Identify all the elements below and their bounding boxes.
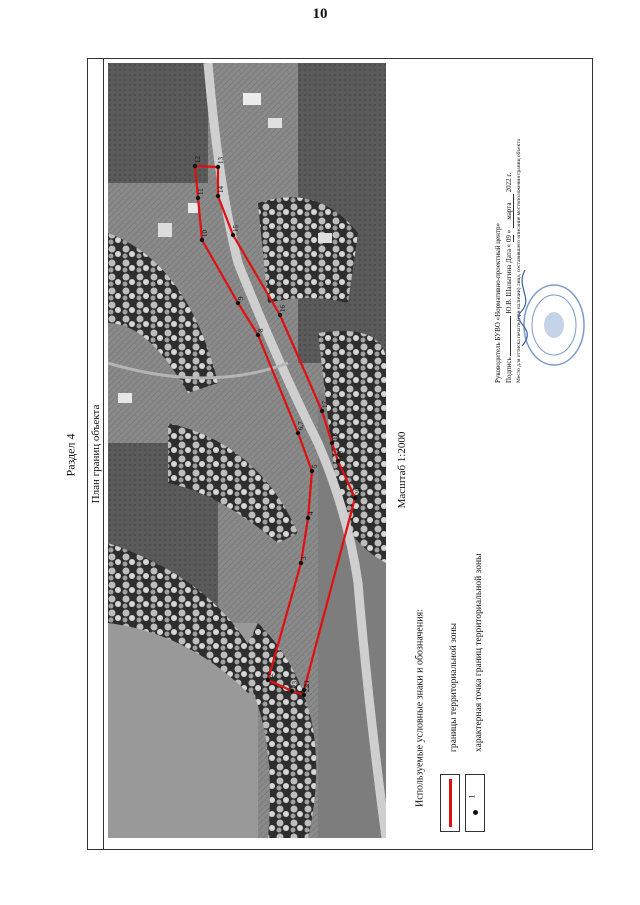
- date-month: марта: [505, 194, 514, 228]
- boundary-point-label: 19: [337, 451, 345, 458]
- boundary-point: [256, 333, 260, 337]
- boundary-point-label: 11: [197, 188, 205, 195]
- building: [158, 223, 172, 237]
- signatory-name: Ю.В. Шалыгина: [505, 264, 513, 314]
- boundary-point-label: 14: [217, 186, 225, 193]
- aerial-map: [108, 63, 386, 838]
- building: [268, 118, 282, 128]
- boundary-point-label: 13: [217, 157, 225, 164]
- building: [318, 233, 332, 243]
- boundary-point: [236, 301, 240, 305]
- boundary-point: [216, 165, 220, 169]
- boundary-point-label: 23: [291, 681, 299, 688]
- boundary-point-label: 20: [354, 488, 362, 495]
- boundary-point: [310, 469, 314, 473]
- legend-item-boundary: границы территориальной зоны: [449, 622, 459, 752]
- boundary-point-label: 4: [307, 511, 315, 515]
- boundary-point: [296, 431, 300, 435]
- scale-label: Масштаб 1:2000: [396, 431, 408, 509]
- date-prefix: Дата «: [505, 243, 513, 264]
- boundary-point-label: 16: [279, 305, 287, 312]
- boundary-point-label: 12: [194, 156, 202, 163]
- boundary-point: [299, 561, 303, 565]
- point-symbol: [473, 810, 478, 815]
- boundary-point: [196, 196, 200, 200]
- legend-point-swatch: [465, 774, 485, 832]
- boundary-point-label: 21: [303, 680, 311, 687]
- boundary-point: [216, 194, 220, 198]
- building: [188, 203, 198, 213]
- boundary-point-label: 5: [311, 464, 319, 468]
- boundary-point-label: 15: [232, 225, 240, 232]
- red-line-symbol: [449, 779, 452, 827]
- boundary-point: [353, 496, 357, 500]
- map-svg: [108, 63, 386, 838]
- boundary-point: [266, 678, 270, 682]
- boundary-point: [336, 459, 340, 463]
- legend-item-point: характерная точка границ территориальной зоны: [474, 553, 484, 752]
- point-symbol-label: 1: [467, 794, 477, 799]
- building: [243, 93, 261, 105]
- boundary-point: [306, 516, 310, 520]
- plan-title: План границ объекта: [90, 404, 102, 504]
- section-label: Раздел 4: [63, 433, 78, 477]
- boundary-point-label: 9: [237, 296, 245, 300]
- legend-title: Используемые условные знаки и обозначения:: [414, 609, 426, 807]
- boundary-point: [302, 693, 306, 697]
- boundary-point-label: 3: [300, 556, 308, 560]
- boundary-point: [200, 238, 204, 242]
- boundary-point-label: 6,7: [297, 421, 305, 430]
- garden-plots: [108, 63, 208, 183]
- boundary-point-label: 17: [321, 401, 329, 408]
- boundary-point-label: 10: [201, 230, 209, 237]
- boundary-point: [290, 689, 294, 693]
- building: [118, 393, 132, 403]
- page-number: 10: [312, 6, 328, 22]
- signature-scribble: [510, 268, 540, 348]
- date-day: 09: [505, 235, 513, 243]
- date-year: 2022 г.: [505, 172, 513, 193]
- boundary-point-label: 2: [267, 673, 275, 677]
- signature-line-3: Место для оттиска печати (при наличии) лица, составившего описание местоположения границ объекта: [516, 138, 522, 383]
- boundary-point: [193, 164, 197, 168]
- boundary-point: [320, 409, 324, 413]
- boundary-point-label: 18: [331, 433, 339, 440]
- date-mid: »: [505, 229, 513, 234]
- boundary-point: [231, 233, 235, 237]
- signature-line-1: Руководитель БУВО «Нормативно-проектный центр»: [494, 222, 502, 383]
- boundary-point-label: 22: [303, 685, 311, 692]
- boundary-point-label: 8: [257, 328, 265, 332]
- legend-line-swatch: [440, 774, 460, 832]
- boundary-point: [330, 441, 334, 445]
- boundary-point: [278, 313, 282, 317]
- signature-prefix: Подпись: [505, 357, 513, 383]
